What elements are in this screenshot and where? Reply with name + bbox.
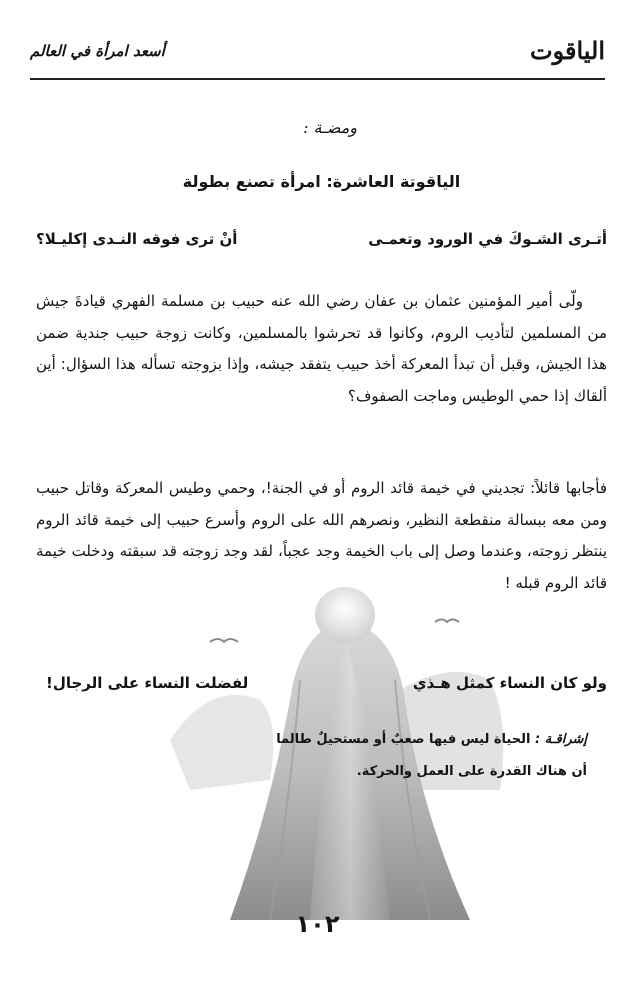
page-number: ١٠٢ [295, 910, 340, 938]
verse-2-second-hemistich: لفضلت النساء على الرجال! [46, 674, 249, 692]
note-text-line-2: أن هناك القدرة على العمل والحركة. [356, 764, 587, 779]
chapter-title: الياقوتة العاشرة: امرأة تصنع بطولة [182, 172, 461, 191]
note-label: إشراقـة : [534, 732, 587, 747]
header-divider [30, 78, 605, 80]
verse-1-second-hemistich: أنْ ترى فوقه النـدى إكليـلا؟ [36, 230, 238, 248]
paragraph-2: فأجابها قائلاً: تجديني في خيمة قائد الروم أو في الجنة!، وحمي وطيس المعركة وقاتل حبيب ومن معه ببسالة منقطعة النظير، ونصرهم الله على الروم وأسرع حبيب إلى خيمة قائد الروم ينتظر زوجته، وعندما وصل إلى باب الخيمة وجد عجباً، لقد وجد زوجته قد سبقته ودخلت خيمة قائد الروم قبله ! [36, 479, 607, 592]
reflection-note [67, 724, 587, 788]
verse-2-first-hemistich: ولو كان النساء كمثل هـذي [412, 674, 607, 692]
verse-1-first-hemistich: أتـرى الشـوكَ في الورود وتعمـى [368, 230, 607, 248]
note-text-line-1: الحياة ليس فيها صعبٌ أو مستحيلٌ طالما [276, 732, 531, 747]
paragraph-1: ولّى أمير المؤمنين عثمان بن عفان رضي الله عنه حبيب بن مسلمة الفهري قيادةَ جيش من المسلمين لتأديب الروم، وكانوا قد تحرشوا بالمسلمين، وكانت زوجة حبيب جندية ضمن هذا الجيش، وقبل أن تبدأ المعركة أخذ حبيب يتفقد جيشه، وإذا بزوجته تسأله هذا السؤال: أين ألقاك إذا حمي الوطيس وماجت الصفوف؟ [36, 292, 607, 405]
book-subtitle: أسعد امرأة في العالم [30, 42, 165, 60]
book-title: الياقوت [530, 36, 605, 65]
intro-label: ومضـة : [303, 118, 357, 137]
page-header [30, 36, 605, 76]
